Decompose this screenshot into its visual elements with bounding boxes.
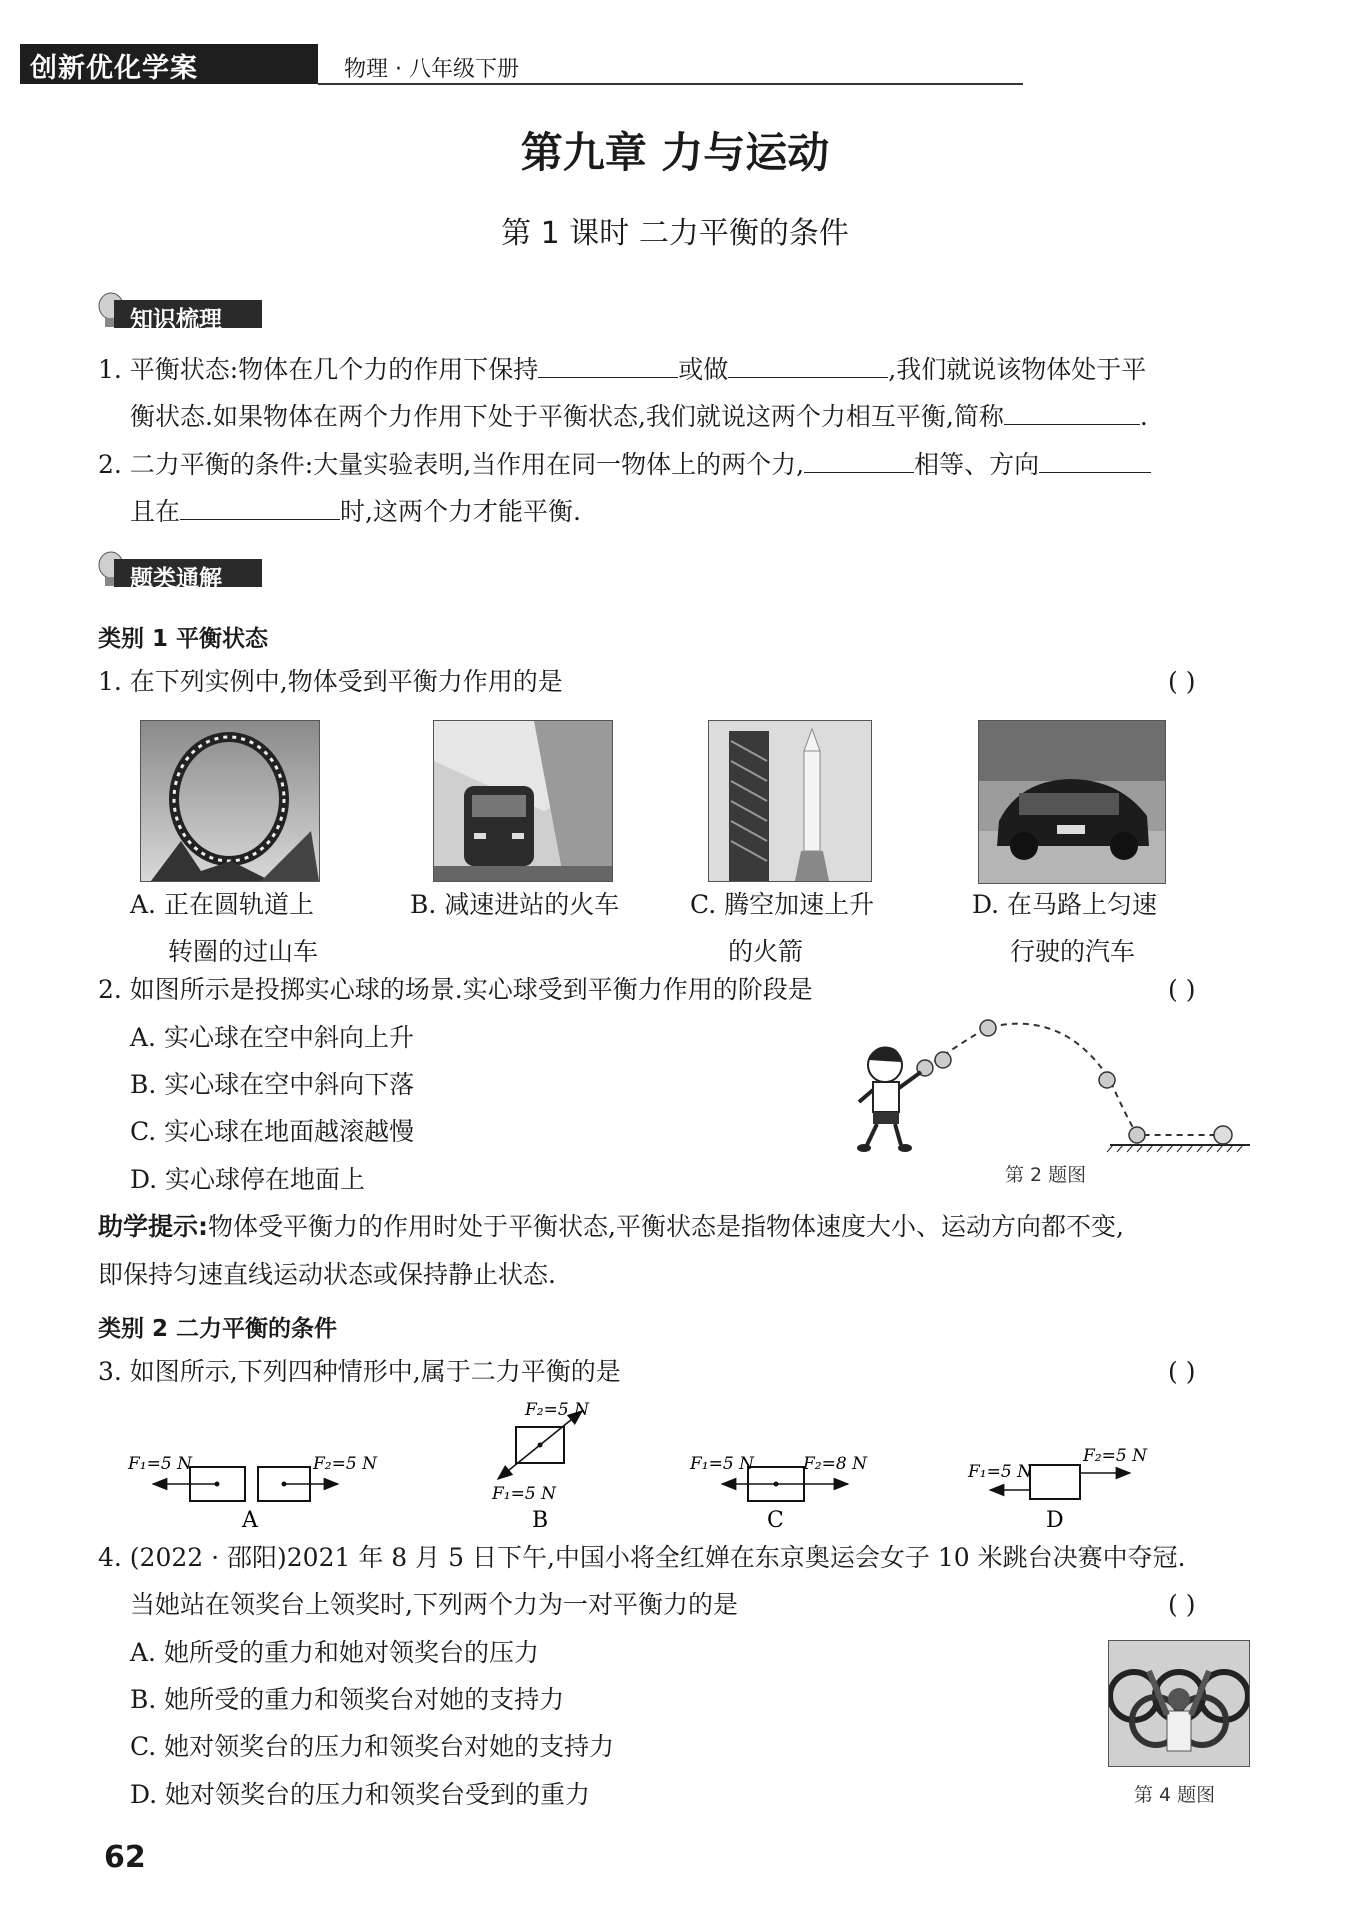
knowledge-item-1-line-2	[130, 402, 1148, 432]
text: 或做	[678, 355, 729, 384]
q4-option-b[interactable]: B. 她所受的重力和领奖台对她的支持力	[130, 1685, 565, 1714]
q1-stem: 1. 在下列实例中,物体受到平衡力作用的是	[98, 667, 563, 696]
q2-option-d[interactable]: D. 实心球停在地面上	[130, 1165, 366, 1194]
q1-option-c-line-2: 的火箭	[728, 937, 804, 966]
text: ,我们就说该物体处于平	[888, 355, 1147, 384]
chapter-title: 第九章 力与运动	[520, 128, 830, 177]
q4-stem-line-2: 当她站在领奖台上领奖时,下列两个力为一对平衡力的是	[130, 1590, 738, 1619]
header-rule	[318, 83, 1023, 85]
q3-a-f1: F₁=5 N	[128, 1454, 192, 1474]
text: 1. 平衡状态:物体在几个力的作用下保持	[98, 355, 539, 384]
q1-option-d-line-2: 行驶的汽车	[1010, 937, 1136, 966]
q4-stem-line-1: 4. (2022 · 邵阳)2021 年 8 月 5 日下午,中国小将全红婵在东京奥运会女子 10 米跳台决赛中夺冠.	[98, 1543, 1186, 1572]
text: 2. 二力平衡的条件:大量实验表明,当作用在同一物体上的两个力,	[98, 450, 805, 479]
q4-option-a[interactable]: A. 她所受的重力和她对领奖台的压力	[130, 1638, 539, 1667]
q1-option-c-line-1[interactable]: C. 腾空加速上升	[690, 890, 875, 919]
answer-parentheses[interactable]: ( )	[1168, 975, 1196, 1004]
hint-label: 助学提示:	[98, 1212, 208, 1241]
section-label: 题类通解	[130, 566, 222, 592]
olympic-podium-photo	[1108, 1640, 1250, 1767]
hint-text: 物体受平衡力的作用时处于平衡状态,平衡状态是指物体速度大小、运动方向都不变,	[208, 1212, 1124, 1241]
answer-parentheses[interactable]: ( )	[1168, 1357, 1196, 1386]
q1-option-b-line-1[interactable]: B. 减速进站的火车	[410, 890, 620, 919]
answer-parentheses[interactable]: ( )	[1168, 1590, 1196, 1619]
q3-d-label: D	[1046, 1508, 1064, 1530]
hint-line-2: 即保持匀速直线运动状态或保持静止状态.	[98, 1260, 556, 1289]
q1-option-a-line-2: 转圈的过山车	[168, 937, 319, 966]
q2-option-a[interactable]: A. 实心球在空中斜向上升	[130, 1023, 414, 1052]
category-2: 类别 2 二力平衡的条件	[98, 1316, 338, 1342]
knowledge-item-1-line-1	[98, 355, 1146, 385]
q3-c-label: C	[767, 1508, 784, 1530]
q4-option-c[interactable]: C. 她对领奖台的压力和领奖台对她的支持力	[130, 1732, 615, 1761]
knowledge-item-2-line-1	[98, 450, 1151, 480]
q3-figure-d[interactable]	[967, 1446, 1148, 1530]
fill-blank[interactable]	[1039, 450, 1151, 473]
section-tag-knowledge	[96, 298, 266, 333]
q3-figure-c[interactable]	[689, 1454, 868, 1530]
car-photo	[978, 720, 1166, 884]
text: 时,这两个力才能平衡.	[340, 497, 581, 526]
q4-option-d[interactable]: D. 她对领奖台的压力和领奖台受到的重力	[130, 1780, 591, 1809]
text: 且在	[130, 497, 181, 526]
section-tag-problems	[96, 557, 266, 592]
fill-blank[interactable]	[180, 497, 340, 520]
q3-force-diagrams	[120, 1395, 1160, 1530]
q2-option-b[interactable]: B. 实心球在空中斜向下落	[130, 1070, 415, 1099]
q3-b-f1: F₁=5 N	[492, 1484, 556, 1504]
q3-stem: 3. 如图所示,下列四种情形中,属于二力平衡的是	[98, 1357, 621, 1386]
q1-option-d-line-1[interactable]: D. 在马路上匀速	[972, 890, 1158, 919]
knowledge-item-2-line-2	[130, 497, 581, 527]
train-photo	[433, 720, 613, 882]
text: 衡状态.如果物体在两个力作用下处于平衡状态,我们就说这两个力相互平衡,简称	[130, 402, 1004, 431]
q2-option-c[interactable]: C. 实心球在地面越滚越慢	[130, 1117, 415, 1146]
q3-b-label: B	[532, 1508, 549, 1530]
q3-c-f2: F₂=8 N	[803, 1454, 867, 1474]
q3-d-f1: F₁=5 N	[968, 1462, 1032, 1482]
text: .	[1139, 402, 1148, 431]
header-brand: 创新优化学案	[30, 53, 198, 84]
text: 相等、方向	[914, 450, 1040, 479]
hint-line-1	[98, 1212, 1124, 1242]
q3-figure-a[interactable]	[127, 1454, 378, 1530]
q3-d-f2: F₂=5 N	[1083, 1446, 1147, 1466]
section-label: 知识梳理	[130, 307, 222, 333]
q4-figure-caption: 第 4 题图	[1134, 1784, 1216, 1806]
header-subject: 物理 · 八年级下册	[344, 57, 519, 82]
fill-blank[interactable]	[728, 355, 888, 378]
q3-a-f2: F₂=5 N	[313, 1454, 377, 1474]
answer-parentheses[interactable]: ( )	[1168, 667, 1196, 696]
q2-figure-caption: 第 2 题图	[1005, 1164, 1087, 1186]
fill-blank[interactable]	[1004, 402, 1140, 425]
lesson-title: 第 1 课时 二力平衡的条件	[501, 216, 849, 251]
rocket-photo	[708, 720, 872, 882]
q2-stem: 2. 如图所示是投掷实心球的场景.实心球受到平衡力作用的阶段是	[98, 975, 813, 1004]
q1-option-a-line-1[interactable]: A. 正在圆轨道上	[130, 890, 314, 919]
fill-blank[interactable]	[538, 355, 678, 378]
q3-b-f2: F₂=5 N	[525, 1400, 589, 1420]
page-number: 62	[104, 1840, 146, 1875]
shot-put-trajectory-figure	[845, 1010, 1255, 1180]
q3-a-label: A	[242, 1508, 258, 1530]
fill-blank[interactable]	[804, 450, 914, 473]
q3-c-f1: F₁=5 N	[690, 1454, 754, 1474]
category-1: 类别 1 平衡状态	[98, 626, 269, 652]
roller-coaster-photo	[140, 720, 320, 882]
q3-figure-b[interactable]	[491, 1400, 590, 1530]
